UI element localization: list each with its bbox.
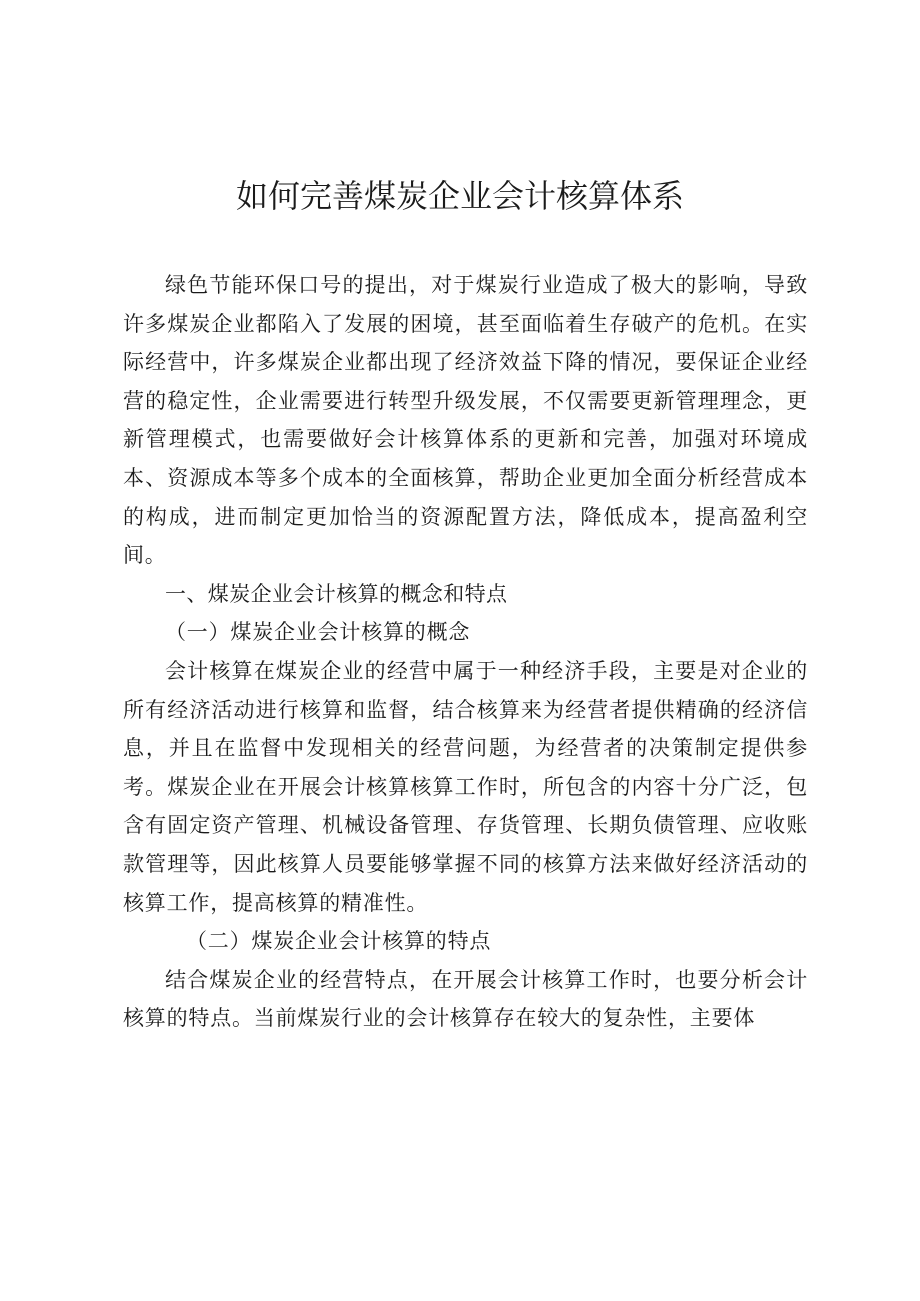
document-body	[123, 266, 808, 1038]
subsection-heading-1: （一）煤炭企业会计核算的概念	[165, 620, 471, 645]
subsection-1-paragraph: 会计核算在煤炭企业的经营中属于一种经济手段，主要是对企业的所有经济活动进行核算和监督，结合核算来为经营者提供精确的经济信息，并且在监督中发现相关的经营问题，为经营者的决策制定提供参考。煤炭企业在开展会计核算核算工作时，所包含的内容十分广泛，包含有固定资产管理、机械设备管理、存货管理、长期负债管理、应收账款管理等，因此核算人员要能够掌握不同的核算方法来做好经济活动的核算工作，提高核算的精准性。	[123, 658, 808, 915]
subsection-heading-2: （二）煤炭企业会计核算的特点	[186, 929, 492, 954]
section-heading-1: 一、煤炭企业会计核算的概念和特点	[165, 581, 508, 606]
document-title: 如何完善煤炭企业会计核算体系	[235, 177, 684, 215]
intro-paragraph: 绿色节能环保口号的提出，对于煤炭行业造成了极大的影响，导致许多煤炭企业都陷入了发展的困境，甚至面临着生存破产的危机。在实际经营中，许多煤炭企业都出现了经济效益下降的情况，要保证企业经营的稳定性，企业需要进行转型升级发展，不仅需要更新管理理念，更新管理模式，也需要做好会计核算体系的更新和完善，加强对环境成本、资源成本等多个成本的全面核算，帮助企业更加全面分析经营成本的构成，进而制定更加恰当的资源配置方法，降低成本，提高盈利空间。	[123, 273, 808, 568]
subsection-2-paragraph: 结合煤炭企业的经营特点，在开展会计核算工作时，也要分析会计核算的特点。当前煤炭行业的会计核算存在较大的复杂性，主要体	[123, 967, 808, 1031]
